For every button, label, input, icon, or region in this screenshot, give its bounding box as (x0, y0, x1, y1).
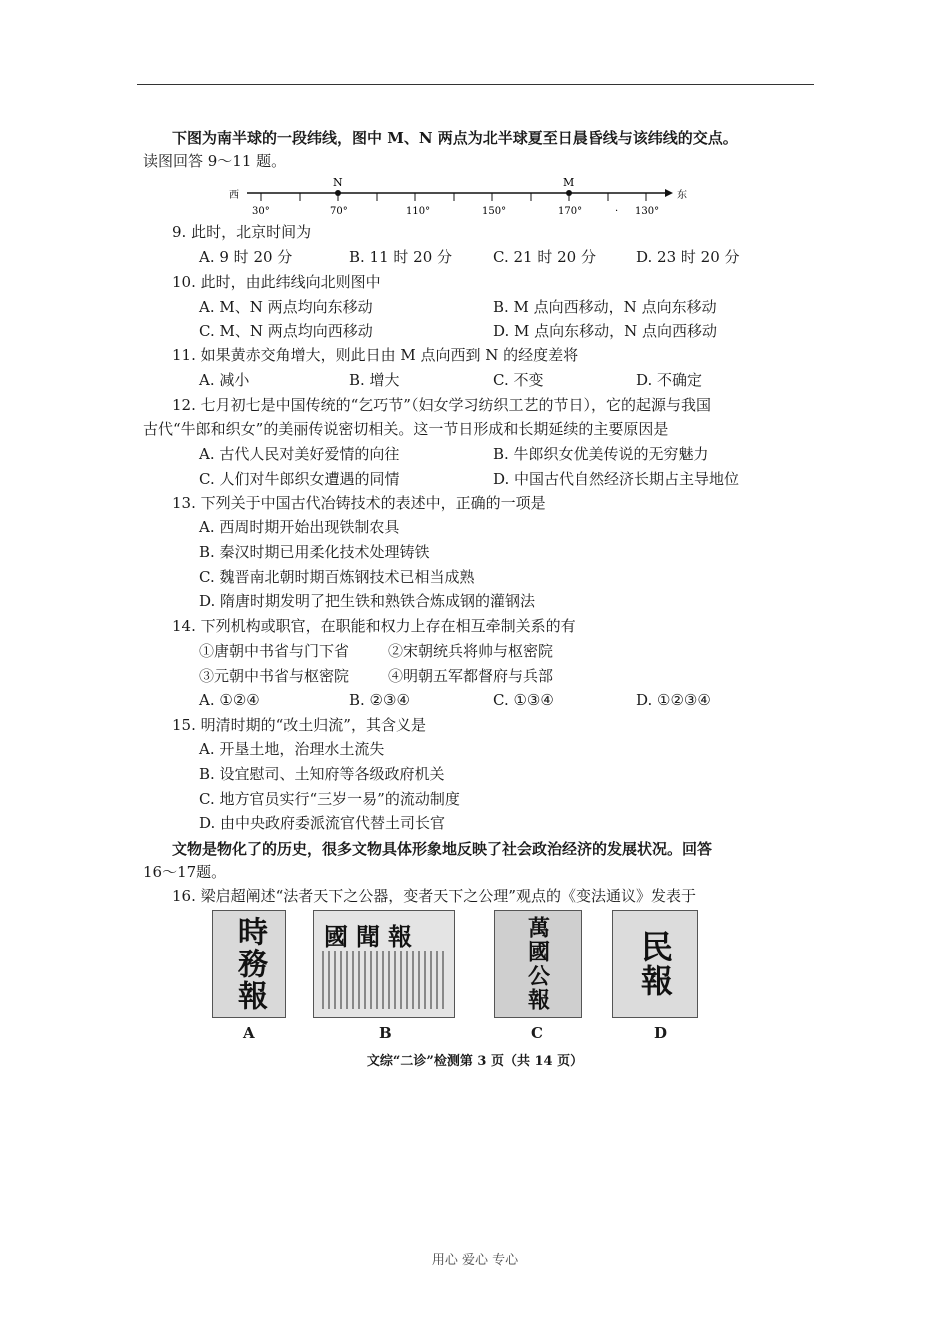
newspaper-title: 萬國公報 (524, 916, 551, 1012)
tick-label: · (615, 206, 619, 217)
option-d: D. M 点向东移动，N 点向西移动 (493, 322, 718, 340)
item-1: ①唐朝中书省与门下省 (199, 642, 350, 660)
item-3: ③元朝中书省与枢密院 (199, 667, 350, 685)
newspaper-image-c (494, 910, 582, 1018)
option-a: A. 开垦土地，治理水土流失 (199, 740, 385, 758)
tick-label: 110° (406, 206, 431, 217)
intro-text: 下图为南半球的一段纬线，图中 M、N 两点为北半球夏至日晨昏线与该纬线的交点。 (172, 129, 738, 147)
option-c: C. 魏晋南北朝时期百炼钢技术已相当成熟 (199, 568, 475, 586)
point-m-marker (566, 190, 572, 196)
exam-page-footer: 文综“二诊”检测第 3 页（共 14 页） (366, 1054, 584, 1069)
intro-text: 16～17题。 (143, 863, 227, 881)
point-m-label: M (563, 176, 575, 189)
question-stem: 14. 下列机构或职官，在职能和权力上存在相互牵制关系的有 (172, 617, 576, 635)
option-c: C. ①③④ (493, 691, 554, 709)
option-label-c: C (531, 1024, 543, 1042)
newspaper-title: 民報 (636, 930, 674, 998)
west-label: 西 (229, 190, 239, 201)
option-b: B. M 点向西移动，N 点向东移动 (493, 298, 717, 316)
top-rule (137, 84, 814, 85)
question-stem: 10. 此时，由此纬线向北则图中 (172, 273, 381, 291)
option-c: C. 21 时 20 分 (493, 248, 596, 266)
option-b: B. ②③④ (349, 691, 410, 709)
option-b: B. 秦汉时期已用柔化技术处理铸铁 (199, 543, 430, 561)
latitude-line-diagram (225, 176, 695, 221)
option-a: A. 9 时 20 分 (199, 248, 293, 266)
axis-arrow (665, 189, 673, 197)
item-4: ④明朝五军都督府与兵部 (388, 667, 554, 685)
option-c: C. M、N 两点均向西移动 (199, 322, 373, 340)
point-n-marker (335, 190, 341, 196)
point-n-label: N (333, 176, 343, 189)
option-b: B. 牛郎织女优美传说的无穷魅力 (493, 445, 709, 463)
question-stem: 16. 梁启超阐述“法者天下之公器，变者天下之公理”观点的《变法通议》发表于 (172, 887, 696, 905)
question-stem: 12. 七月初七是中国传统的“乞巧节”（妇女学习纺织工艺的节日），它的起源与我国 (172, 396, 711, 414)
newspaper-title: 時務報 (232, 916, 267, 1012)
option-b: B. 11 时 20 分 (349, 248, 453, 266)
tick-label: 130° (635, 206, 660, 217)
option-a: A. 古代人民对美好爱情的向往 (199, 445, 400, 463)
option-d: D. 中国古代自然经济长期占主导地位 (493, 470, 740, 488)
option-label-a: A (243, 1024, 255, 1042)
newspaper-title: 國聞報 (324, 922, 420, 951)
option-d: D. 由中央政府委派流官代替土司长官 (199, 814, 446, 832)
option-label-d: D (654, 1024, 668, 1042)
option-a: A. M、N 两点均向东移动 (199, 298, 373, 316)
newspaper-image-d (612, 910, 698, 1018)
tick-label: 30° (252, 206, 270, 217)
question-stem: 古代“牛郎和织女”的美丽传说密切相关。这一节日形成和长期延续的主要原因是 (143, 420, 669, 438)
tick-label: 170° (558, 206, 583, 217)
intro-text: 读图回答 9～11 题。 (143, 152, 287, 170)
option-label-b: B (379, 1024, 392, 1042)
newspaper-image-a (212, 910, 286, 1018)
option-b: B. 增大 (349, 371, 400, 389)
tick-label: 70° (330, 206, 348, 217)
option-d: D. 不确定 (636, 371, 703, 389)
option-a: A. ①②④ (199, 691, 260, 709)
option-a: A. 西周时期开始出现铁制农具 (199, 518, 400, 536)
option-a: A. 减小 (199, 371, 250, 389)
question-stem: 13. 下列关于中国古代冶铸技术的表述中，正确的一项是 (172, 494, 546, 512)
option-d: D. 23 时 20 分 (636, 248, 740, 266)
newspaper-columns (322, 951, 446, 1009)
option-c: C. 不变 (493, 371, 544, 389)
question-stem: 9. 此时，北京时间为 (172, 223, 312, 241)
newspaper-image-b (313, 910, 455, 1018)
intro-text: 文物是物化了的历史，很多文物具体形象地反映了社会政治经济的发展状况。回答 (172, 840, 713, 858)
option-c: C. 人们对牛郎织女遭遇的同情 (199, 470, 400, 488)
option-b: B. 设宜慰司、土知府等各级政府机关 (199, 765, 445, 783)
question-stem: 15. 明清时期的“改土归流”，其含义是 (172, 716, 426, 734)
option-d: D. 隋唐时期发明了把生铁和熟铁合炼成钢的灌钢法 (199, 592, 536, 610)
option-c: C. 地方官员实行“三岁一易”的流动制度 (199, 790, 460, 808)
item-2: ②宋朝统兵将帅与枢密院 (388, 642, 554, 660)
question-stem: 11. 如果黄赤交角增大，则此日由 M 点向西到 N 的经度差将 (172, 346, 579, 364)
tick-label: 150° (482, 206, 507, 217)
option-d: D. ①②③④ (636, 691, 711, 709)
east-label: 东 (677, 190, 687, 201)
document-footer: 用心 爱心 专心 (431, 1253, 519, 1268)
